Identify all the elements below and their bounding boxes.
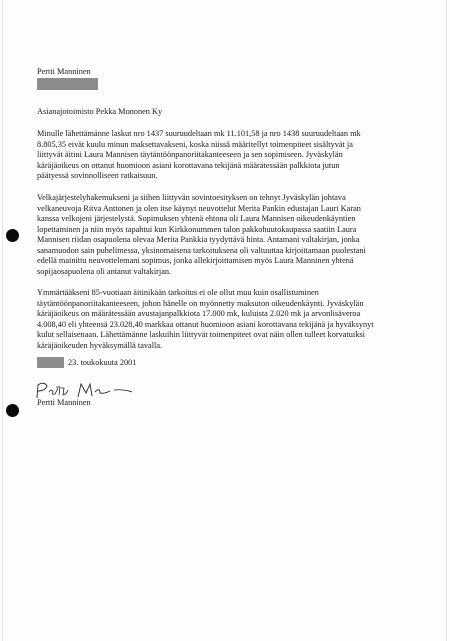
punch-hole — [6, 229, 19, 242]
paragraph-line: Ymmärtääkseni 85-vuotiaan äitinikään tarkoitus ei ole ollut muu kuin osallistuminen — [37, 288, 319, 297]
paragraph-line: Mannisen riidan osapuolena olevaa Merita Pankkia tyydyttävä hinta. Antamani valtakirjan, jonka — [37, 235, 360, 244]
printed-name: Pertti Manninen — [37, 398, 91, 407]
paragraph-line: velkaneuvoja Ritva Anttonen ja olen itse käynyt neuvottelut Merita Pankin edustajan Lauri Karan — [37, 203, 361, 213]
paragraph-line: täytäntöönpanoriitakanteeseen, johon hänelle on myönnetty maksuton oikeudenkäynti. Jyväskylän — [37, 298, 364, 308]
punch-hole — [6, 404, 19, 417]
paragraph-line: kulut sellaisenaan. Lähettämänne laskuihin liittyvät toimenpiteet ovat näin ollen tulleet korvatuiksi — [37, 330, 365, 339]
paragraph-line: käräjäoikeuden hyväksymällä tavalla. — [37, 340, 163, 350]
paragraph-line: käräjäoikeus on ottanut huomioon asiani korottavana tekijänä määrätessään palkkiota jutun — [37, 160, 340, 170]
paragraph-line: lopettaminen ja niin myös tapahtui kun Kirkkonummen talon pakkohuutokaupassa saatiin Laura — [37, 224, 357, 234]
paragraph-line: liittyvät äitini Laura Mannisen täytäntöönpanoriitakanteeseen ja sen sopimiseen. Jyväskylän — [37, 150, 343, 159]
paragraph-line: käräjäoikeus on määrätessään avustajanpalkkiota 17.000 mk, kuluista 2.020 mk ja arvonlisäveroa — [37, 309, 361, 318]
recipient: Asianajotoimisto Pekka Mononen Ky — [37, 107, 163, 116]
paragraph-line: 4.008,40 eli yhteensä 23.028,40 markkaa ottanut huomioon asiani korottavana tekijänä ja hyväksynyt — [37, 319, 374, 329]
paragraph-line: sopijaosapuolena oli antanut valtakirjan. — [37, 266, 172, 276]
redacted-address — [37, 78, 98, 90]
paragraph-line: päätyessä sovinnolliseen ratkaisuun. — [37, 171, 158, 180]
paragraph-line: edellä mainittu neuvottelemani sopimus, jonka allekirjoittamisen myös Laura Manninen yhtenä — [37, 256, 354, 265]
paragraph-line: sanamuodon sain puhelimessa, yksinomaisena tarkoituksena oli valtuuttaa kirjoittamaan puolestani — [37, 245, 366, 255]
paragraph-line: Velkajärjestelyhakemukseni ja siihen liittyvän sovintoesityksen on tehnyt Jyväskylän johtava — [37, 193, 346, 202]
paragraph-line: 8.805,35 eivät kuulu minun maksettavakseni, koska niissä määritellyt toimenpiteet sisältyvät ja — [37, 139, 353, 149]
paragraph-line: kanssa velkojeni järjestelystä. Sopimuksen yhtenä ehtona oli Laura Mannisen oikeudenkäyntien — [37, 214, 356, 223]
paragraph-line: Minulle lähettämänne laskut nro 1437 suuruudeltaan mk 11.101,58 ja nro 1438 suuruudeltaan mk — [37, 129, 361, 138]
redacted-place — [37, 357, 64, 368]
scan-edge — [2, 0, 3, 641]
letter-date: 23. toukokuuta 2001 — [68, 358, 137, 367]
sender-name: Pertti Manninen — [37, 67, 91, 76]
scan-edge — [446, 0, 447, 641]
